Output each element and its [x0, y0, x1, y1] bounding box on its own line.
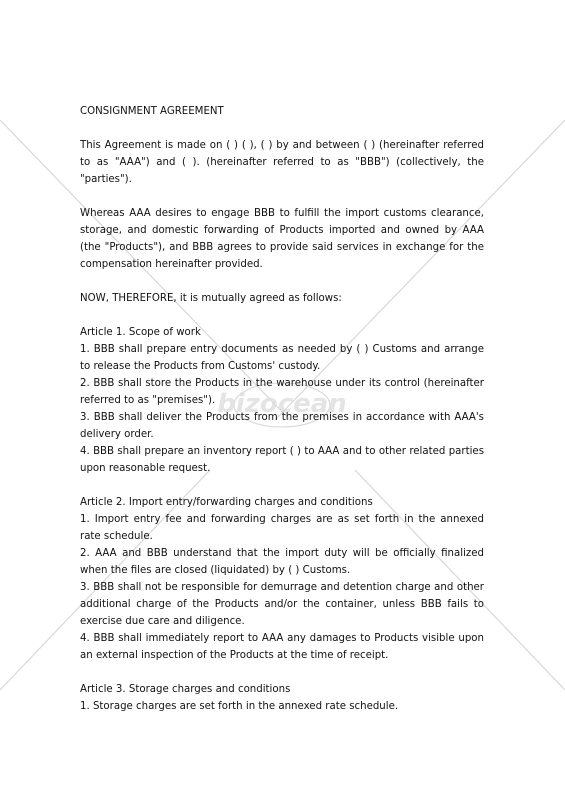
watermark-logo-text: bizocean	[217, 389, 347, 419]
agreement-body	[80, 103, 484, 715]
article1-item: 1. BBB shall prepare entry documents as needed by ( ) Customs and arrange to release the Products from Customs' custody.	[80, 344, 484, 372]
therefore-paragraph: NOW, THEREFORE, it is mutually agreed as follows:	[80, 293, 342, 304]
article1-item: 2. BBB shall store the Products in the warehouse under its control (hereinafter referred to as "premises").	[80, 378, 484, 406]
article3-item: 1. Storage charges are set forth in the annexed rate schedule.	[80, 701, 399, 712]
article2-item: 2. AAA and BBB understand that the import duty will be officially finalized when the files are closed (liquidated) by ( ) Customs.	[80, 548, 484, 576]
article2-item: 4. BBB shall immediately report to AAA any damages to Products visible upon an external inspection of the Products at the time of receipt.	[80, 633, 484, 661]
article2-heading: Article 2. Import entry/forwarding charges and conditions	[80, 497, 373, 508]
article2-item: 3. BBB shall not be responsible for demurrage and detention charge and other additional charge of the Products and/or the container, unless BBB fails to exercise due care and diligence.	[80, 582, 484, 627]
article1-item: 3. BBB shall deliver the Products from the premises in accordance with AAA's delivery order.	[80, 412, 484, 440]
article1-item: 4. BBB shall prepare an inventory report ( ) to AAA and to other related parties upon reasonable request.	[80, 446, 484, 474]
article3-heading: Article 3. Storage charges and conditions	[80, 684, 291, 695]
article2-item: 1. Import entry fee and forwarding charges are as set forth in the annexed rate schedule.	[80, 514, 484, 542]
intro-paragraph: This Agreement is made on ( ) ( ), ( ) by and between ( ) (hereinafter referred to as "AAA") and ( ). (hereinafter referred to as "BBB") (collectively, the "parties").	[80, 140, 484, 185]
document-title: CONSIGNMENT AGREEMENT	[80, 106, 224, 117]
article1-heading: Article 1. Scope of work	[80, 327, 201, 338]
whereas-paragraph: Whereas AAA desires to engage BBB to fulfill the import customs clearance, storage, and domestic forwarding of Products imported and owned by AAA (the "Products"), and BBB agrees to provide said services in exchange for the compensation hereinafter provided.	[80, 208, 484, 270]
